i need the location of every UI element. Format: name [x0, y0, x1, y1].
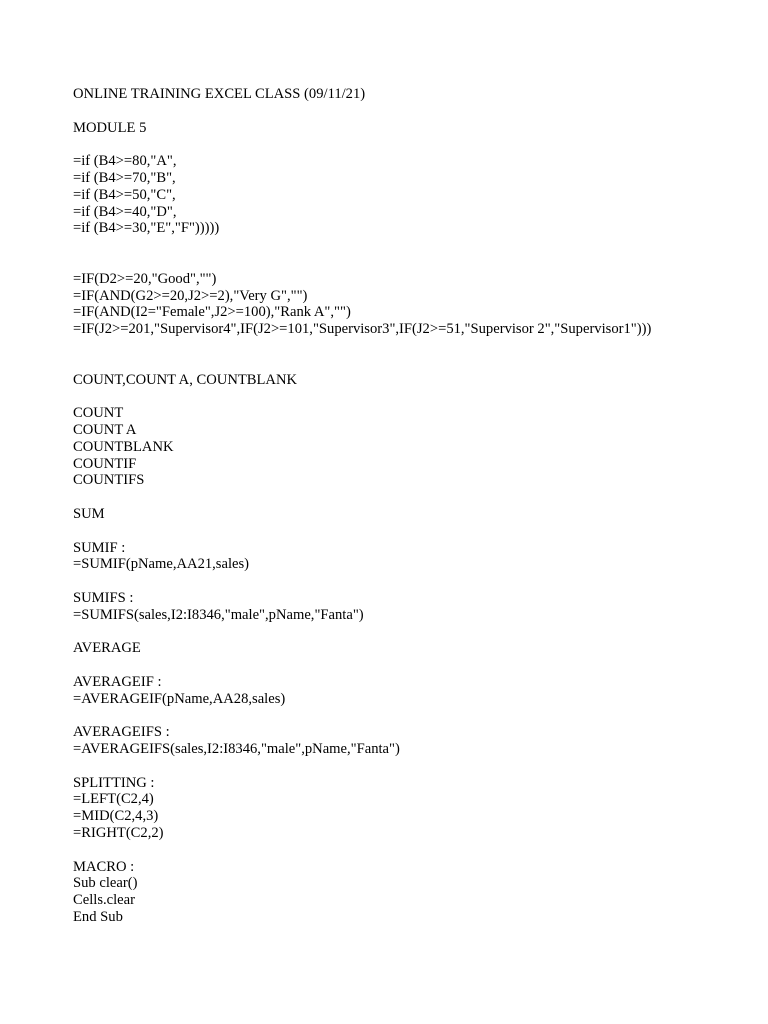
formula-line: =if (B4>=70,"B",	[73, 169, 176, 186]
nested-if-block	[73, 153, 728, 237]
count-list	[73, 405, 728, 489]
formula-line: =if (B4>=80,"A",	[73, 153, 177, 170]
count-heading: COUNT,COUNT A, COUNTBLANK	[73, 371, 298, 388]
code-line: End Sub	[73, 909, 123, 926]
code-line: Sub clear()	[73, 875, 138, 892]
averageif-heading: AVERAGEIF :	[73, 673, 162, 690]
formula-line: =if (B4>=30,"E","F")))))	[73, 220, 220, 237]
splitting-heading: SPLITTING :	[73, 774, 155, 791]
formula-line: =RIGHT(C2,2)	[73, 825, 164, 842]
formula-line: =IF(D2>=20,"Good","")	[73, 270, 217, 287]
list-item: COUNTIFS	[73, 472, 145, 489]
sumifs-heading: SUMIFS :	[73, 589, 134, 606]
code-line: Cells.clear	[73, 892, 135, 909]
averageifs-formula: =AVERAGEIFS(sales,I2:I8346,"male",pName,"Fanta")	[73, 741, 400, 758]
formula-line: =MID(C2,4,3)	[73, 808, 159, 825]
module-heading: MODULE 5	[73, 119, 147, 136]
sumifs-formula: =SUMIFS(sales,I2:I8346,"male",pName,"Fanta")	[73, 606, 364, 623]
formula-line: =if (B4>=50,"C",	[73, 186, 176, 203]
average-heading: AVERAGE	[73, 640, 141, 657]
list-item: COUNTIF	[73, 455, 137, 472]
sum-heading: SUM	[73, 505, 105, 522]
averageifs-heading: AVERAGEIFS :	[73, 724, 170, 741]
sumif-formula: =SUMIF(pName,AA21,sales)	[73, 556, 250, 573]
document-title: ONLINE TRAINING EXCEL CLASS (09/11/21)	[73, 86, 366, 102]
document-body	[73, 86, 728, 926]
sumif-heading: SUMIF :	[73, 539, 126, 556]
formula-line: =LEFT(C2,4)	[73, 791, 154, 808]
if-examples-block	[73, 271, 728, 338]
formula-line: =IF(AND(G2>=20,J2>=2),"Very G","")	[73, 287, 308, 304]
averageif-formula: =AVERAGEIF(pName,AA28,sales)	[73, 690, 286, 707]
formula-line: =if (B4>=40,"D",	[73, 203, 177, 220]
list-item: COUNT A	[73, 421, 137, 438]
formula-line: =IF(J2>=201,"Supervisor4",IF(J2>=101,"Supervisor3",IF(J2>=51,"Supervisor 2","Supervisor1")))	[73, 321, 652, 338]
macro-heading: MACRO :	[73, 858, 135, 875]
list-item: COUNT	[73, 405, 124, 422]
formula-line: =IF(AND(I2="Female",J2>=100),"Rank A","")	[73, 304, 351, 321]
list-item: COUNTBLANK	[73, 438, 174, 455]
